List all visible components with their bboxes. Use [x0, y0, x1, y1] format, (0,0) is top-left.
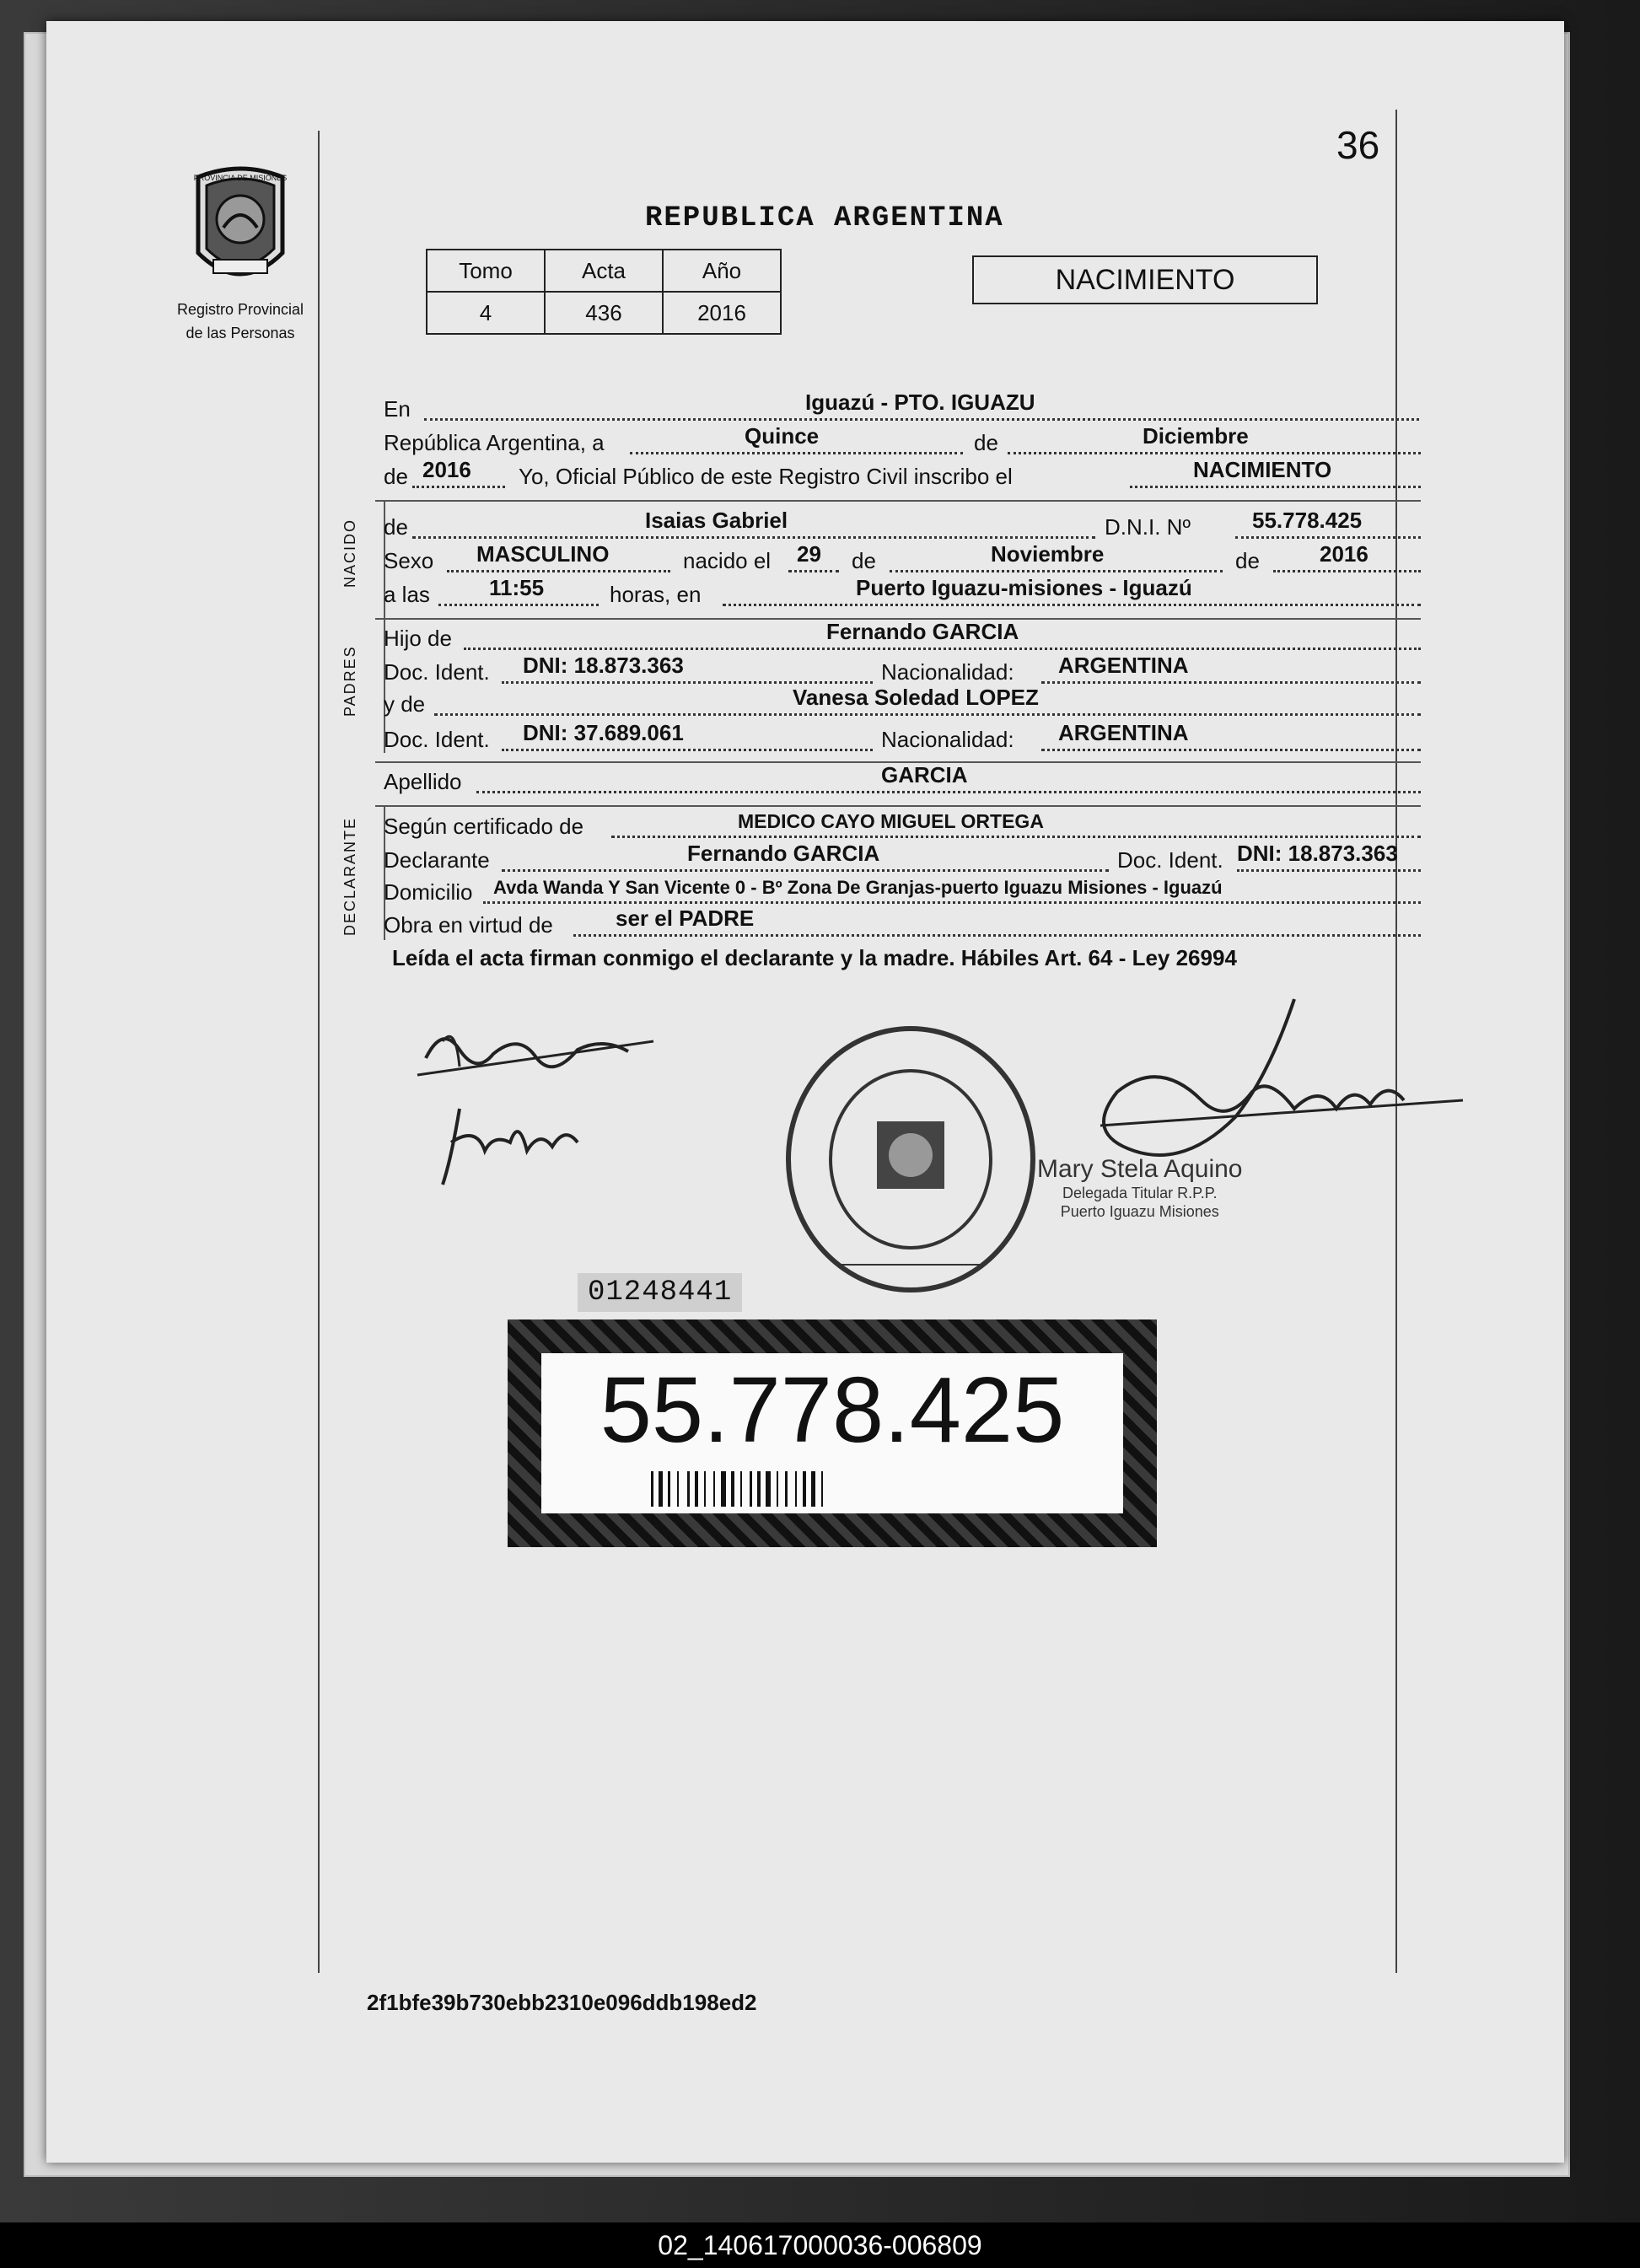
value-nac-year: 2016: [1320, 541, 1368, 567]
value-en: Iguazú - PTO. IGUAZU: [805, 390, 1035, 415]
value-sexo: MASCULINO: [476, 541, 610, 567]
value-padre: Fernando GARCIA: [826, 619, 1019, 644]
registry-table: [426, 249, 782, 335]
label-domicilio: Domicilio: [384, 879, 473, 905]
field-declarante: [384, 843, 1421, 877]
field-obra: [384, 908, 1421, 942]
label-de: de: [974, 430, 998, 455]
label-nacido: nacido el: [683, 548, 772, 573]
field-en: [384, 392, 1421, 426]
signature-madre-icon: [434, 1092, 603, 1193]
serial-number: 01248441: [578, 1273, 742, 1312]
field-padre-doc: [384, 655, 1421, 689]
logo-caption-1: Registro Provincial: [176, 301, 304, 318]
section-rule-4: [375, 805, 1421, 807]
label-nombre: de: [384, 514, 408, 540]
field-fecha: [384, 423, 1421, 460]
file-id-footer: 02_140617000036-006809: [0, 2222, 1640, 2268]
field-sexo: [384, 541, 1421, 578]
page-number: 36: [1336, 123, 1380, 167]
label-alas: a las: [384, 582, 430, 607]
label-nac-de: de: [852, 548, 876, 573]
value-month: Diciembre: [1143, 423, 1249, 449]
value-nombre: Isaias Gabriel: [645, 508, 788, 533]
label-obra: Obra en virtud de: [384, 912, 553, 938]
label-doc-madre: Doc. Ident.: [384, 727, 490, 752]
barcode-icon: [651, 1471, 1014, 1507]
value-tomo: 4: [427, 292, 545, 334]
dni-label-sticker: [508, 1319, 1157, 1547]
label-horas: horas, en: [610, 582, 702, 607]
side-label-declarante: DECLARANTE: [341, 816, 358, 936]
value-hora: 11:55: [489, 575, 545, 600]
side-label-nacido: NACIDO: [341, 518, 358, 588]
side-label-padres: PADRES: [341, 645, 358, 717]
value-year: 2016: [422, 457, 471, 482]
label-apellido: Apellido: [384, 769, 462, 794]
value-domicilio: Avda Wanda Y San Vicente 0 - Bº Zona De Granjas-puerto Iguazu Misiones - Iguazú: [493, 877, 1223, 898]
header-ano: Año: [663, 250, 781, 292]
registry-seal-icon: [780, 1020, 1041, 1298]
field-domicilio: [384, 875, 1421, 909]
label-de2: de: [384, 464, 408, 489]
record-type-box: NACIMIENTO: [972, 255, 1318, 304]
logo-caption-2: de las Personas: [186, 325, 295, 341]
label-republica: República Argentina, a: [384, 430, 605, 455]
value-apellido: GARCIA: [881, 762, 968, 787]
header-tomo: Tomo: [427, 250, 545, 292]
label-nac-de2: de: [1235, 548, 1260, 573]
header-acta: Acta: [545, 250, 663, 292]
value-acta: 436: [545, 292, 663, 334]
label-hijo: Hijo de: [384, 626, 452, 651]
value-padre-nac: ARGENTINA: [1058, 653, 1189, 678]
value-day: Quince: [745, 423, 820, 449]
document-hash: 2f1bfe39b730ebb2310e096ddb198ed2: [367, 1990, 757, 2015]
value-nac-month: Noviembre: [991, 541, 1105, 567]
value-madre-nac: ARGENTINA: [1058, 720, 1189, 745]
value-obra: ser el PADRE: [616, 906, 755, 931]
label-en: En: [384, 396, 411, 422]
label-nac-padre: Nacionalidad:: [881, 659, 1014, 685]
value-dni: 55.778.425: [1252, 508, 1363, 533]
certificate-sheet: [46, 21, 1564, 2163]
field-nombre: [384, 510, 1421, 544]
provincia-misiones-emblem-icon: [181, 160, 299, 295]
emblem-text: PROVINCIA DE MISIONES: [193, 174, 288, 182]
value-decl-doc: DNI: 18.873.363: [1237, 841, 1398, 866]
label-nac-madre: Nacionalidad:: [881, 727, 1014, 752]
label-cert: Según certificado de: [384, 814, 584, 839]
field-madre-doc: [384, 720, 1421, 756]
field-apellido: [384, 762, 1421, 798]
label-doc-padre: Doc. Ident.: [384, 659, 490, 685]
field-inscribo: [384, 457, 1421, 493]
value-inscribo: NACIMIENTO: [1193, 457, 1332, 482]
section-rule-1: [375, 500, 1421, 502]
field-hora: [384, 575, 1421, 611]
dni-sticker-number: 55.778.425: [600, 1358, 1065, 1462]
value-cert: MEDICO CAYO MIGUEL ORTEGA: [738, 810, 1044, 832]
label-yo: Yo, Oficial Público de este Registro Civil inscribo el: [519, 464, 1013, 489]
closing-statement: Leída el acta firman conmigo el declarante y la madre. Hábiles Art. 64 - Ley 26994: [392, 945, 1237, 970]
signature-declarante-icon: [409, 1008, 662, 1100]
field-certificado: [384, 809, 1421, 843]
officer-role-1: Delegada Titular R.P.P.: [1062, 1185, 1218, 1201]
label-sexo: Sexo: [384, 548, 434, 573]
document-title: REPUBLICA ARGENTINA: [645, 202, 1004, 234]
value-madre: Vanesa Soledad LOPEZ: [793, 685, 1039, 710]
label-dni: D.N.I. Nº: [1105, 514, 1191, 540]
label-decl-doc: Doc. Ident.: [1117, 847, 1223, 873]
left-margin-line: [318, 131, 320, 1973]
value-padre-doc: DNI: 18.873.363: [523, 653, 684, 678]
sticker-inner: [541, 1353, 1123, 1513]
registry-logo: [148, 160, 333, 342]
field-madre: [384, 687, 1421, 721]
officer-role-2: Puerto Iguazu Misiones: [1060, 1203, 1219, 1220]
label-yde: y de: [384, 691, 426, 717]
value-madre-doc: DNI: 37.689.061: [523, 720, 684, 745]
officer-stamp: [1037, 1155, 1242, 1221]
value-nac-day: 29: [797, 541, 821, 567]
field-padre: [384, 621, 1421, 655]
value-lugar: Puerto Iguazu-misiones - Iguazú: [856, 575, 1192, 600]
value-ano: 2016: [663, 292, 781, 334]
officer-name: Mary Stela Aquino: [1037, 1155, 1243, 1183]
label-declarante: Declarante: [384, 847, 490, 873]
value-declarante: Fernando GARCIA: [687, 841, 880, 866]
